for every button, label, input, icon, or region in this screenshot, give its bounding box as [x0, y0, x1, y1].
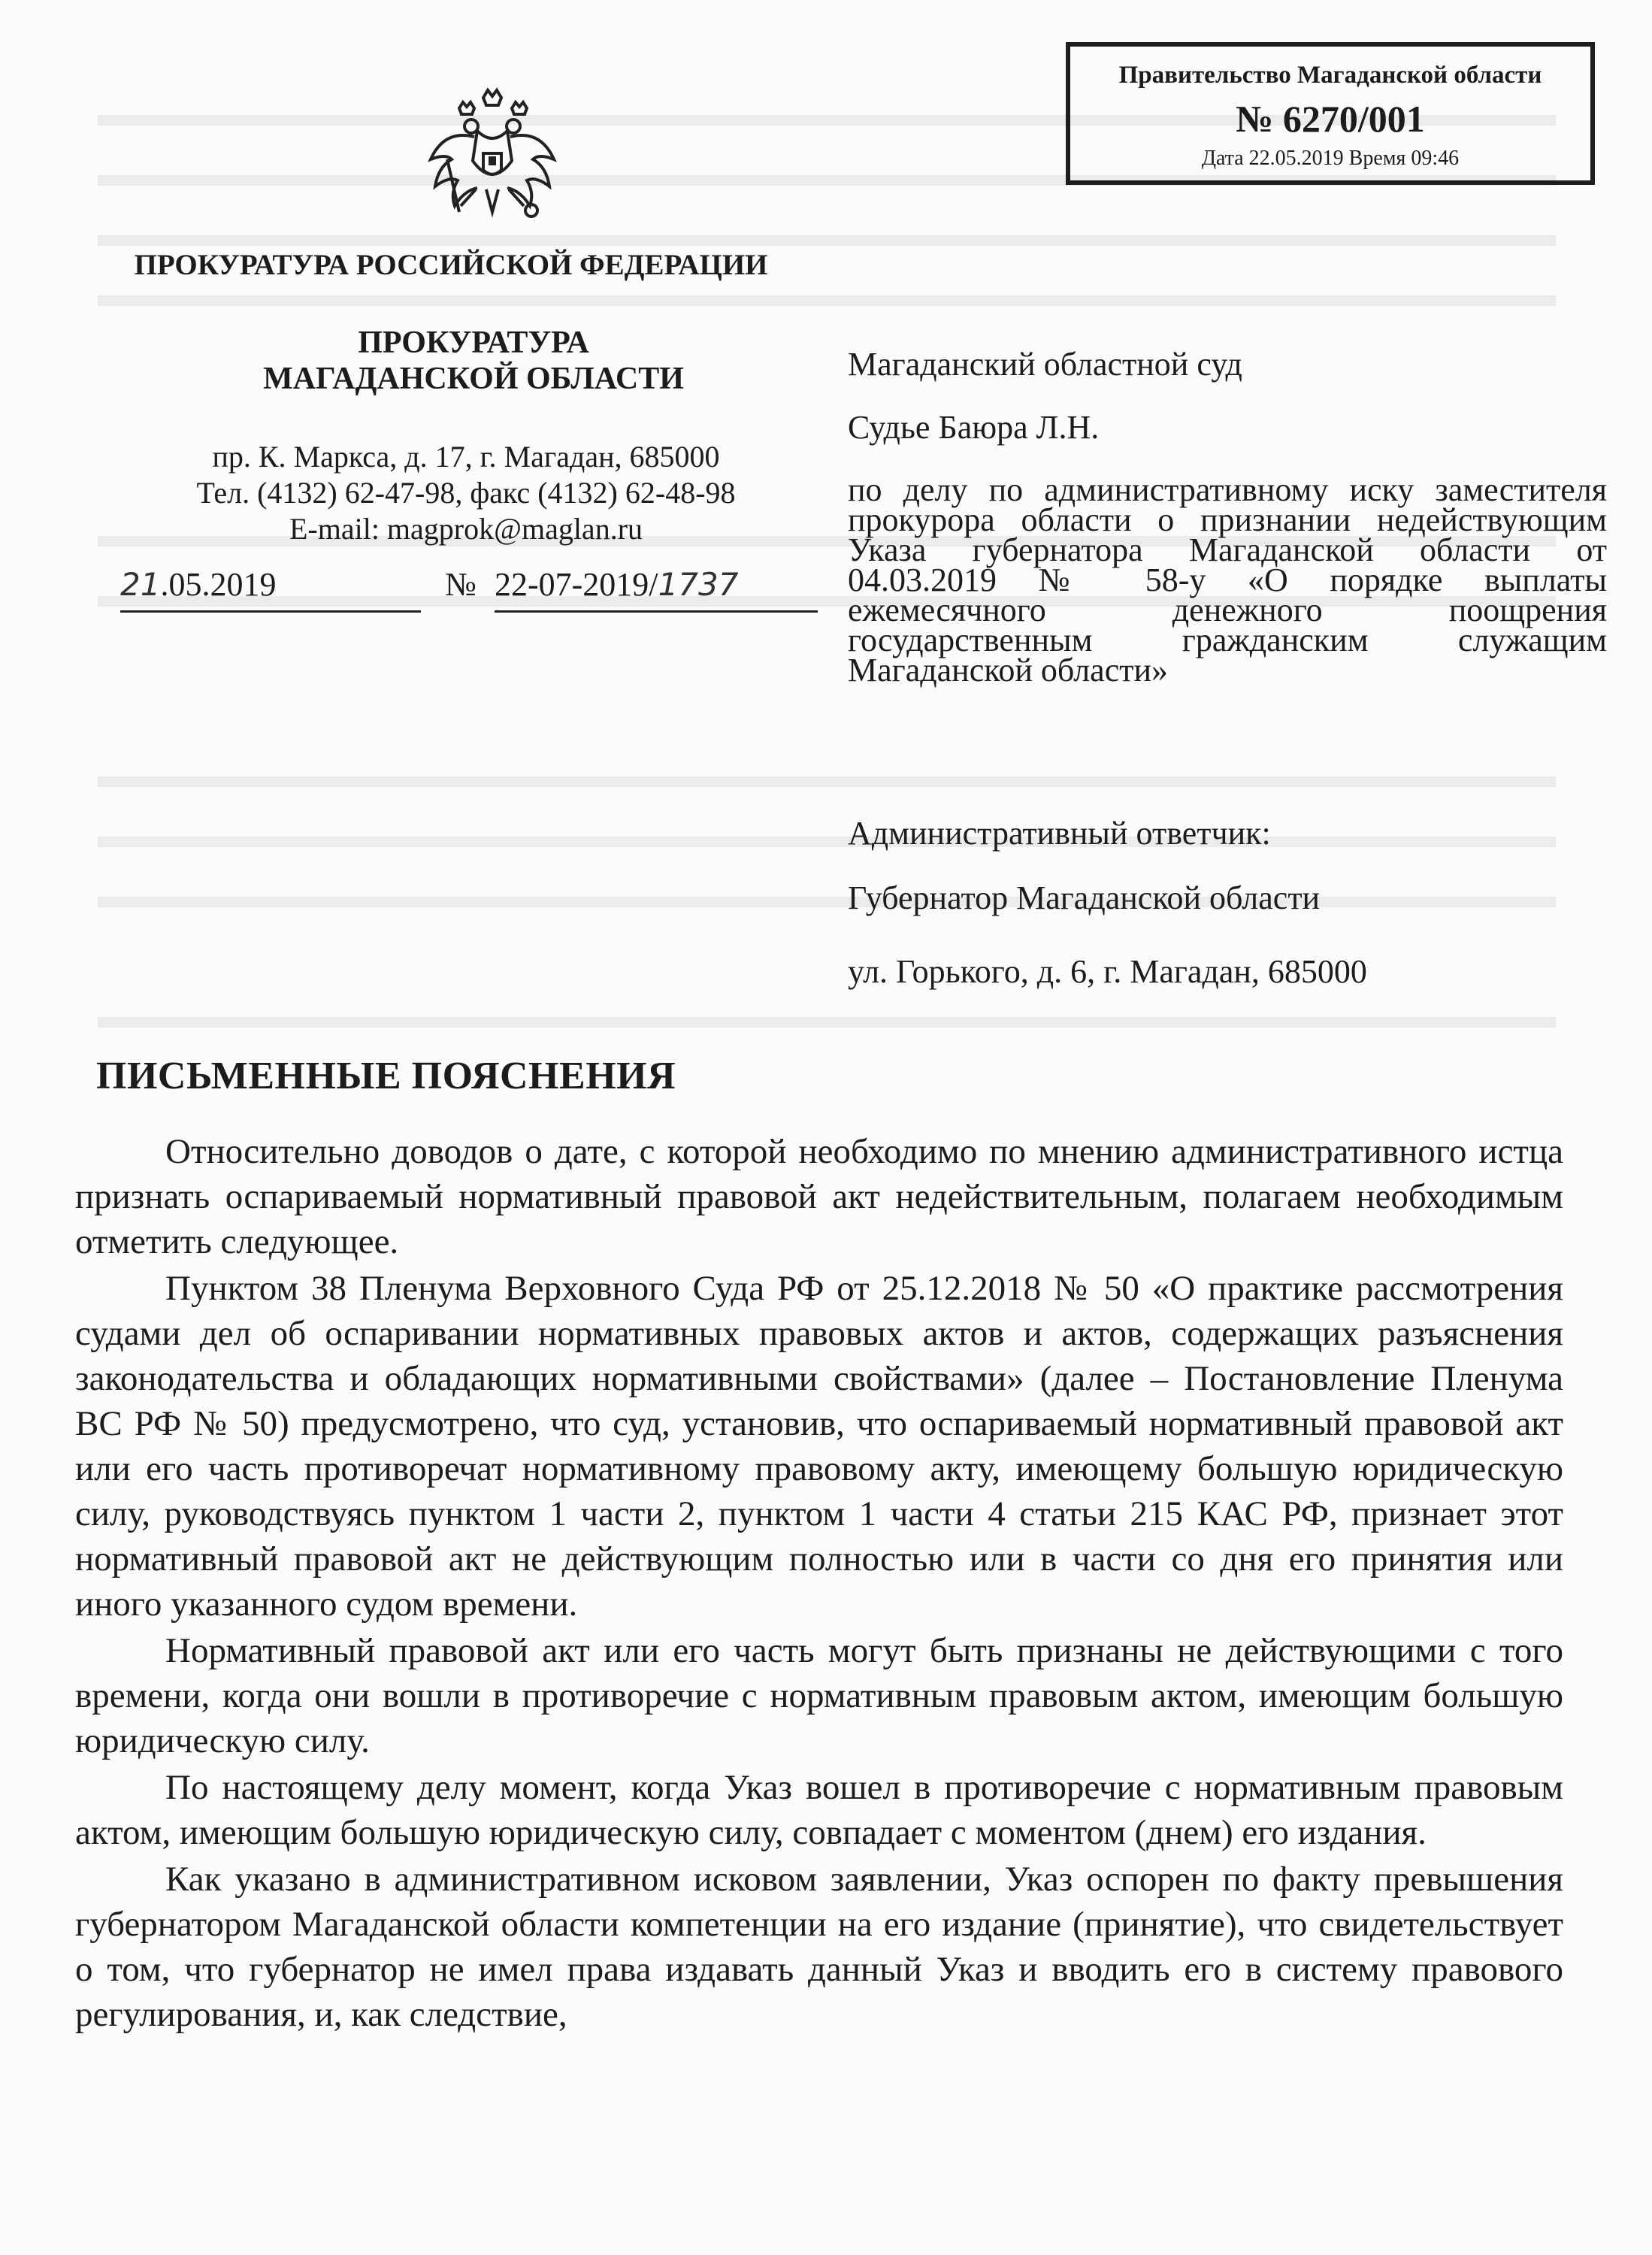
- case-description: по делу по административному иску заместителя прокурора области о признании недействующим Указа губернатора Магаданской области от 04.03.2019 № 58-у «О порядке выплаты ежемесячного денежного поощрения государственным гражданским служащим Магаданской области»: [848, 471, 1607, 689]
- body-paragraph: Пунктом 38 Пленума Верховного Суда РФ от 25.12.2018 № 50 «О практике рассмотрения судами дел об оспаривании нормативных правовых актов и актов, содержащих разъяснения законодательства и обладающих нормативными свойствами» (далее – Постановление Пленума ВС РФ № 50) предусмотрено, что суд, установив, что оспариваемый нормативный правовой акт или его часть противоречат нормативному правовому акту, имеющему большую юридическую силу, руководствуясь пунктом 1 части 2, пунктом 1 части 4 статьи 215 КАС РФ, признает этот нормативный правовой акт не действующим полностью или в части со дня его принятия или иного указанного судом времени.: [75, 1269, 1563, 1624]
- respondent-address: ул. Горького, д. 6, г. Магадан, 685000: [848, 953, 1367, 990]
- stamp-organization: Правительство Магаданской области: [1118, 62, 1542, 89]
- stamp-number: № 6270/001: [1236, 98, 1425, 140]
- body-paragraph: Как указано в административном исковом заявлении, Указ оспорен по факту превышения губернатором Магаданской области компетенции на его издание (принятие), что свидетельствует о том, что губернатор не имел права издавать данный Указ и вводить его в систему правового регулирования, и, как следствие,: [75, 1860, 1563, 2034]
- outgoing-date-handwritten-day: 21: [120, 566, 161, 603]
- outgoing-number-label: №: [445, 566, 477, 603]
- recipient-court: Магаданский областной суд: [848, 346, 1242, 383]
- agency-regional-name: [210, 325, 737, 397]
- russian-coat-of-arms-icon: [417, 84, 567, 235]
- stamp-datetime: Дата 22.05.2019 Время 09:46: [1201, 147, 1460, 170]
- outgoing-number-printed: 22-07-2019/: [495, 566, 658, 603]
- outgoing-number-handwritten: 1737: [658, 566, 739, 603]
- agency-name-line1: ПРОКУРАТУРА: [358, 325, 589, 360]
- agency-name-line2: МАГАДАНСКОЙ ОБЛАСТИ: [263, 362, 684, 396]
- sender-phone: Тел. (4132) 62-47-98, факс (4132) 62-48-98: [196, 476, 736, 510]
- body-paragraph: Нормативный правовой акт или его часть могут быть признаны не действующими с того времени, когда они вошли в противоречие с нормативным правовым актом, имеющим большую юридическую силу.: [75, 1631, 1563, 1760]
- registration-stamp: [1066, 42, 1595, 185]
- sender-address: пр. К. Маркса, д. 17, г. Магадан, 685000: [212, 440, 720, 474]
- agency-federal-name: ПРОКУРАТУРА РОССИЙСКОЙ ФЕДЕРАЦИИ: [134, 249, 768, 281]
- respondent-name: Губернатор Магаданской области: [848, 879, 1321, 916]
- outgoing-date: [120, 565, 421, 613]
- sender-email: E-mail: magprok@maglan.ru: [289, 512, 643, 546]
- respondent-label: Административный ответчик:: [848, 815, 1271, 852]
- outgoing-date-printed: .05.2019: [160, 566, 277, 603]
- document-title: ПИСЬМЕННЫЕ ПОЯСНЕНИЯ: [96, 1055, 676, 1097]
- document-body: [75, 1129, 1563, 2039]
- recipient-judge: Судье Баюра Л.Н.: [848, 409, 1100, 446]
- body-paragraph: Относительно доводов о дате, с которой необходимо по мнению административного истца признать оспариваемый нормативный правовой акт недействительным, полагаем необходимым отметить следующее.: [75, 1132, 1563, 1261]
- body-paragraph: По настоящему делу момент, когда Указ вошел в противоречие с нормативным правовым актом, имеющим большую юридическую силу, совпадает с моментом (днем) его издания.: [75, 1768, 1563, 1852]
- outgoing-number: [495, 565, 818, 613]
